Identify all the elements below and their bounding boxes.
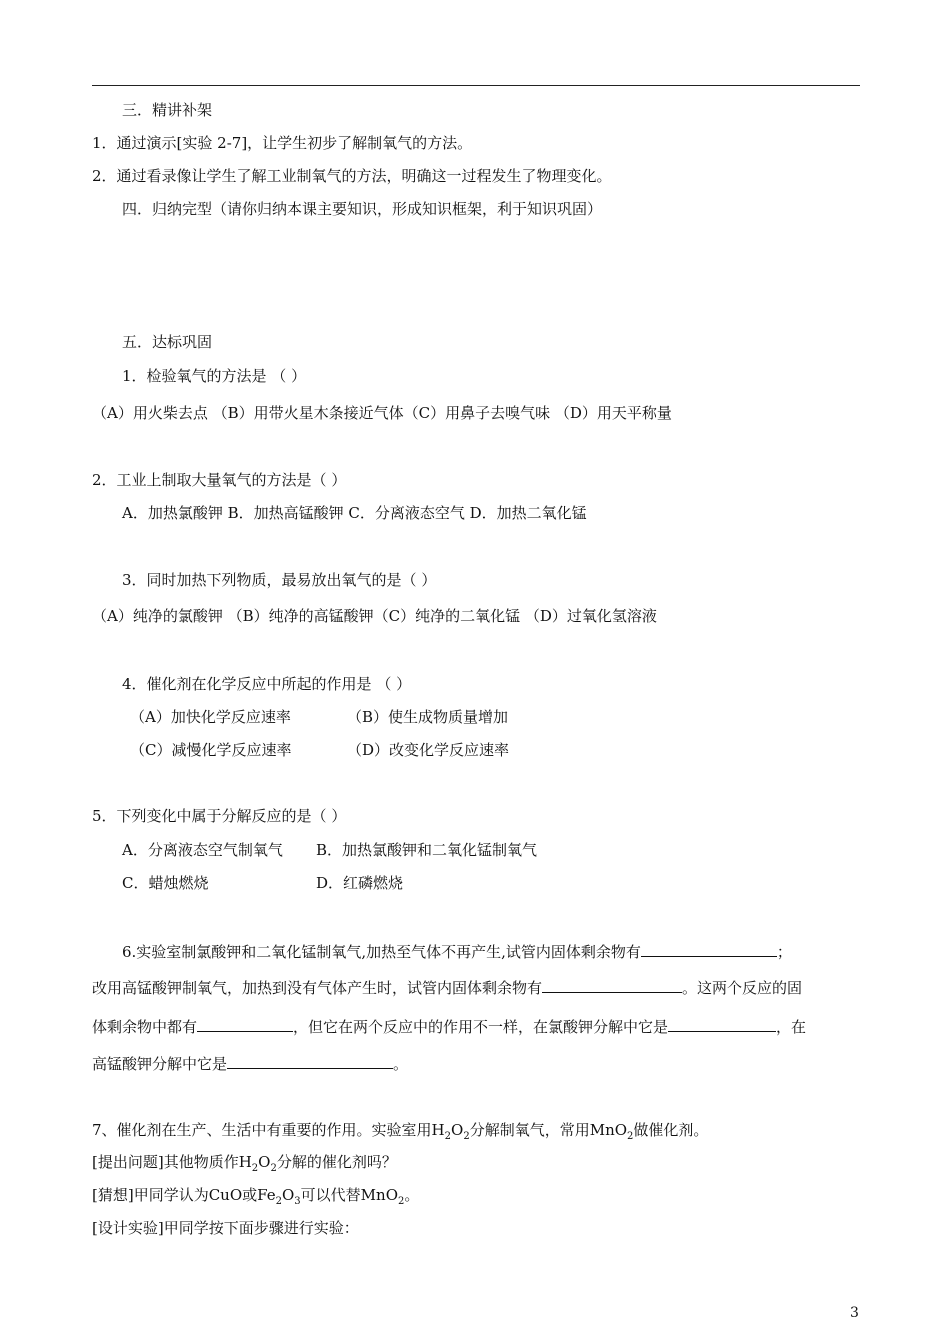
- q7-l3-sub-1: 2: [275, 1196, 282, 1207]
- q7-l2-a: [提出问题]其他物质作H: [92, 1153, 252, 1171]
- question-6-line-1: [122, 940, 792, 962]
- q7-l3-sub-3: 2: [398, 1196, 405, 1207]
- section-3-item-2: 2．通过看录像让学生了解工业制氧气的方法，明确这一过程发生了物理变化。: [92, 167, 612, 185]
- q7-l2-c: 分解的催化剂吗？: [276, 1153, 397, 1171]
- q6-line-2-text: 改用高锰酸钾制氧气，加热到没有气体产生时，试管内固体剩余物有: [92, 979, 543, 997]
- section-5-heading: 五．达标巩固: [122, 333, 213, 351]
- question-7-line-1: [92, 1120, 708, 1147]
- q6-line-4-end: 。: [393, 1055, 409, 1073]
- question-4-option-b: （B）使生成物质量增加: [347, 708, 509, 726]
- q7-l1-a: 7、催化剂在生产、生活中有重要的作用。实验室用H: [92, 1121, 445, 1139]
- question-7-line-3: [92, 1185, 419, 1212]
- section-4-heading: 四．归纳完型（请你归纳本课主要知识，形成知识框架，利于知识巩固）: [122, 200, 603, 218]
- q6-line-1-text: 6.实验室制氯酸钾和二氧化锰制氧气,加热至气体不再产生,试管内固体剩余物有: [122, 943, 641, 961]
- question-5-option-a: A．分离液态空气制氧气: [122, 841, 283, 859]
- q6-line-2-end: 。这两个反应的固: [682, 979, 803, 997]
- q7-l1-sub-3: 2: [627, 1131, 634, 1142]
- page-number: 3: [850, 1305, 859, 1321]
- question-4-option-d: （D）改变化学反应速率: [347, 741, 510, 759]
- q7-l3-sub-2: 3: [294, 1196, 301, 1207]
- q7-l2-sub-1: 2: [251, 1163, 259, 1174]
- q7-l3-a: [猜想]甲同学认为CuO或Fe: [92, 1186, 276, 1204]
- question-3-stem: 3．同时加热下列物质，最易放出氧气的是（ ）: [122, 571, 437, 589]
- q6-line-3-b: ，但它在两个反应中的作用不一样，在氯酸钾分解中它是: [293, 1018, 669, 1036]
- q6-line-1-end: ；: [776, 943, 792, 961]
- section-3-item-1: 1．通过演示[实验 2-7]，让学生初步了解制氧气的方法。: [92, 134, 473, 152]
- question-4-stem: 4．催化剂在化学反应中所起的作用是 （ ）: [122, 675, 412, 693]
- question-2-stem: 2．工业上制取大量氧气的方法是（ ）: [92, 471, 347, 489]
- question-5-option-b: B．加热氯酸钾和二氧化锰制氧气: [316, 841, 538, 859]
- q6-blank-4[interactable]: [668, 1015, 776, 1032]
- question-6-line-3: [92, 1015, 806, 1037]
- question-5-stem: 5．下列变化中属于分解反应的是（ ）: [92, 807, 347, 825]
- q7-l3-b: O: [281, 1186, 295, 1204]
- question-6-line-2: [92, 976, 802, 998]
- q7-l1-sub-1: 2: [444, 1131, 452, 1142]
- q7-l2-b: O: [258, 1153, 271, 1171]
- question-4-option-c: （C）减慢化学反应速率: [130, 741, 292, 759]
- q7-l3-c: 可以代替MnO: [300, 1186, 398, 1204]
- question-2-options: A．加热氯酸钾 B．加热高锰酸钾 C．分离液态空气 D．加热二氧化锰: [122, 504, 587, 522]
- section-3-heading: 三．精讲补架: [122, 101, 213, 119]
- question-7-line-4: [设计实验]甲同学按下面步骤进行实验：: [92, 1219, 359, 1237]
- question-7-line-2: [92, 1152, 397, 1179]
- q7-l1-sub-2: 2: [463, 1131, 470, 1142]
- q7-l1-c: 分解制氧气，常用MnO: [469, 1121, 628, 1139]
- q6-line-3-c: ，在: [776, 1018, 807, 1036]
- question-6-line-4: [92, 1052, 408, 1074]
- q6-blank-2[interactable]: [542, 976, 682, 993]
- question-1-options: （A）用火柴去点 （B）用带火星木条接近气体（C）用鼻子去嗅气味 （D）用天平称量: [92, 404, 672, 422]
- q7-l3-d: 。: [404, 1186, 420, 1204]
- question-5-option-c: C．蜡烛燃烧: [122, 874, 209, 892]
- q7-l1-b: O: [451, 1121, 464, 1139]
- q7-l2-sub-2: 2: [270, 1163, 277, 1174]
- header-rule: [92, 85, 860, 86]
- question-5-option-d: D．红磷燃烧: [316, 874, 404, 892]
- q6-line-4-a: 高锰酸钾分解中它是: [92, 1055, 228, 1073]
- question-4-option-a: （A）加快化学反应速率: [130, 708, 291, 726]
- q6-line-3-a: 体剩余物中都有: [92, 1018, 198, 1036]
- question-1-stem: 1．检验氧气的方法是 （ ）: [122, 367, 307, 385]
- q6-blank-5[interactable]: [227, 1052, 393, 1069]
- q7-l1-d: 做催化剂。: [633, 1121, 709, 1139]
- q6-blank-1[interactable]: [641, 940, 777, 957]
- q6-blank-3[interactable]: [197, 1015, 293, 1032]
- question-3-options: （A）纯净的氯酸钾 （B）纯净的高锰酸钾（C）纯净的二氧化锰 （D）过氧化氢溶液: [92, 607, 657, 625]
